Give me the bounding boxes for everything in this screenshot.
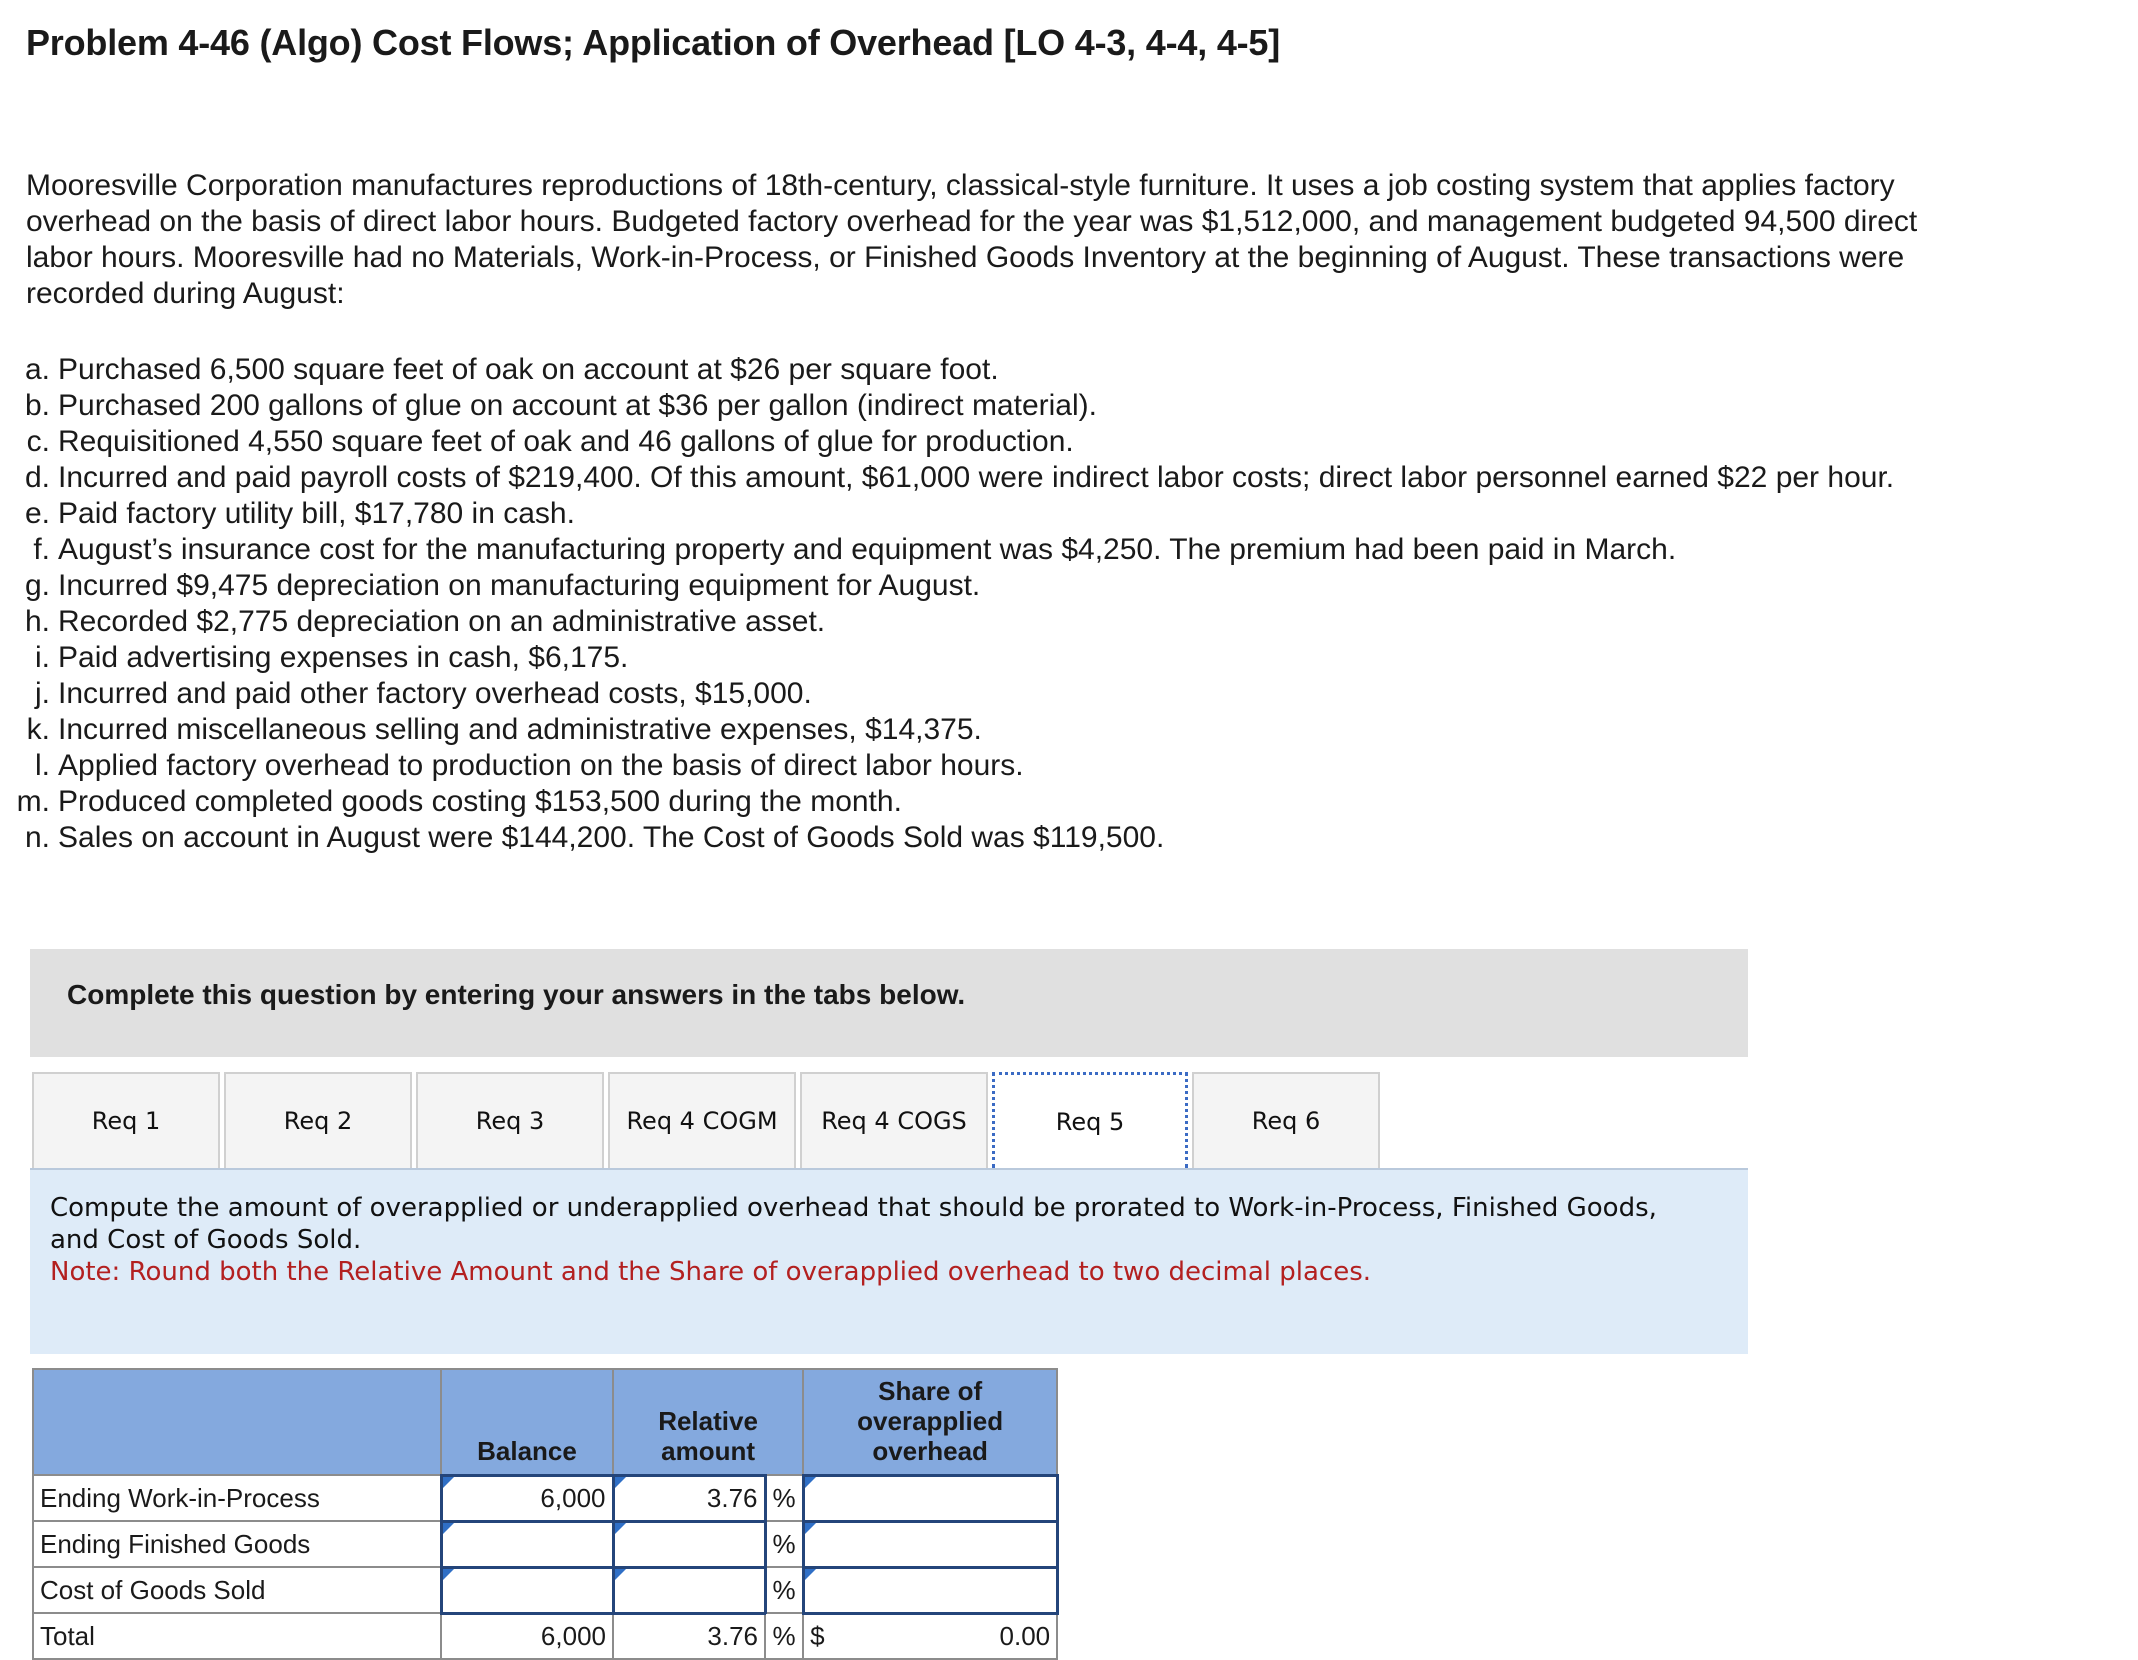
wip-share-input[interactable]	[803, 1475, 1057, 1521]
problem-title: Problem 4-46 (Algo) Cost Flows; Application of Overhead [LO 4-3, 4-4, 4-5]	[26, 22, 1281, 63]
tab-req-4-cogm[interactable]: Req 4 COGM	[608, 1072, 796, 1168]
fg-relative-input[interactable]	[613, 1521, 765, 1567]
row-label: Ending Finished Goods	[33, 1521, 441, 1567]
fg-balance-input[interactable]	[441, 1521, 613, 1567]
transaction-item: d. Incurred and paid payroll costs of $219,400. Of this amount, $61,000 were indirect labor costs; direct labor personnel earned $22 per hour.	[24, 461, 1895, 494]
tab-req-1[interactable]: Req 1	[32, 1072, 220, 1168]
total-balance: 6,000	[441, 1613, 613, 1659]
transaction-item: k. Incurred miscellaneous selling and administrative expenses, $14,375.	[26, 713, 982, 746]
proration-table	[32, 1368, 1059, 1660]
currency-symbol: $	[810, 1620, 825, 1651]
transaction-item: f. August’s insurance cost for the manufacturing property and equipment was $4,250. The premium had been paid in March.	[33, 533, 1677, 566]
transaction-item: g. Incurred $9,475 depreciation on manufacturing equipment for August.	[24, 569, 981, 602]
tab-req-4-cogs[interactable]: Req 4 COGS	[800, 1072, 988, 1168]
row-label: Ending Work-in-Process	[33, 1475, 441, 1521]
transaction-list	[0, 352, 1940, 856]
table-row	[33, 1475, 1057, 1521]
percent-sign: %	[765, 1613, 803, 1659]
fg-share-input[interactable]	[803, 1521, 1057, 1567]
header-share-overapplied: Share of overapplied overhead	[803, 1369, 1057, 1475]
total-share: 0.00	[999, 1620, 1051, 1651]
header-relative-amount: Relative amount	[613, 1369, 803, 1475]
instructions-box	[30, 949, 1748, 1057]
tab-req-6[interactable]: Req 6	[1192, 1072, 1380, 1168]
wip-relative-input[interactable]: 3.76	[613, 1475, 765, 1521]
table-row	[33, 1521, 1057, 1567]
transaction-item: h. Recorded $2,775 depreciation on an administrative asset.	[24, 605, 826, 638]
transaction-item: a. Purchased 6,500 square feet of oak on account at $26 per square foot.	[24, 353, 999, 386]
header-blank	[33, 1369, 441, 1475]
total-relative: 3.76	[613, 1613, 765, 1659]
total-share-cell	[803, 1613, 1057, 1659]
table-row	[33, 1567, 1057, 1613]
transaction-item: b. Purchased 200 gallons of glue on account at $36 per gallon (indirect material).	[24, 389, 1097, 422]
transaction-item: e. Paid factory utility bill, $17,780 in cash.	[24, 497, 575, 530]
tab-req-2[interactable]: Req 2	[224, 1072, 412, 1168]
cogs-relative-input[interactable]	[613, 1567, 765, 1613]
table-header-row	[33, 1369, 1057, 1475]
percent-sign: %	[765, 1521, 803, 1567]
transaction-item: c. Requisitioned 4,550 square feet of oak and 46 gallons of glue for production.	[26, 425, 1074, 458]
problem-intro: Mooresville Corporation manufactures reproductions of 18th-century, classical-style furniture. It uses a job costing system that applies factory overhead on the basis of direct labor hours. Budgeted factory overhead for the year was $1,512,000, and management budgeted 94,500 direct labor hours. Mooresville had no Materials, Work-in-Process, or Finished Goods Inventory at the beginning of August. These transactions were recorded during August:	[26, 169, 1918, 310]
transaction-item: i. Paid advertising expenses in cash, $6,175.	[35, 641, 629, 674]
percent-sign: %	[765, 1475, 803, 1521]
transaction-item: l. Applied factory overhead to production on the basis of direct labor hours.	[35, 749, 1024, 782]
tab-req-5[interactable]: Req 5	[992, 1072, 1188, 1168]
transaction-item: m. Produced completed goods costing $153,500 during the month.	[16, 785, 902, 818]
instructions-text: Complete this question by entering your answers in the tabs below.	[67, 979, 966, 1010]
transaction-item: j. Incurred and paid other factory overhead costs, $15,000.	[35, 677, 812, 710]
cogs-balance-input[interactable]	[441, 1567, 613, 1613]
cogs-share-input[interactable]	[803, 1567, 1057, 1613]
total-row	[33, 1613, 1057, 1659]
row-label: Cost of Goods Sold	[33, 1567, 441, 1613]
req-5-instruction: Compute the amount of overapplied or underapplied overhead that should be prorated to Work-in-Process, Finished Goods, and Cost of Goods Sold.	[50, 1193, 1657, 1255]
header-balance: Balance	[441, 1369, 613, 1475]
total-label: Total	[33, 1613, 441, 1659]
tab-req-3[interactable]: Req 3	[416, 1072, 604, 1168]
req-5-panel	[30, 1168, 1748, 1354]
rounding-note: Note: Round both the Relative Amount and the Share of overapplied overhead to two decimal places.	[50, 1257, 1372, 1287]
wip-balance-input[interactable]: 6,000	[441, 1475, 613, 1521]
transaction-item: n. Sales on account in August were $144,200. The Cost of Goods Sold was $119,500.	[24, 821, 1165, 854]
percent-sign: %	[765, 1567, 803, 1613]
